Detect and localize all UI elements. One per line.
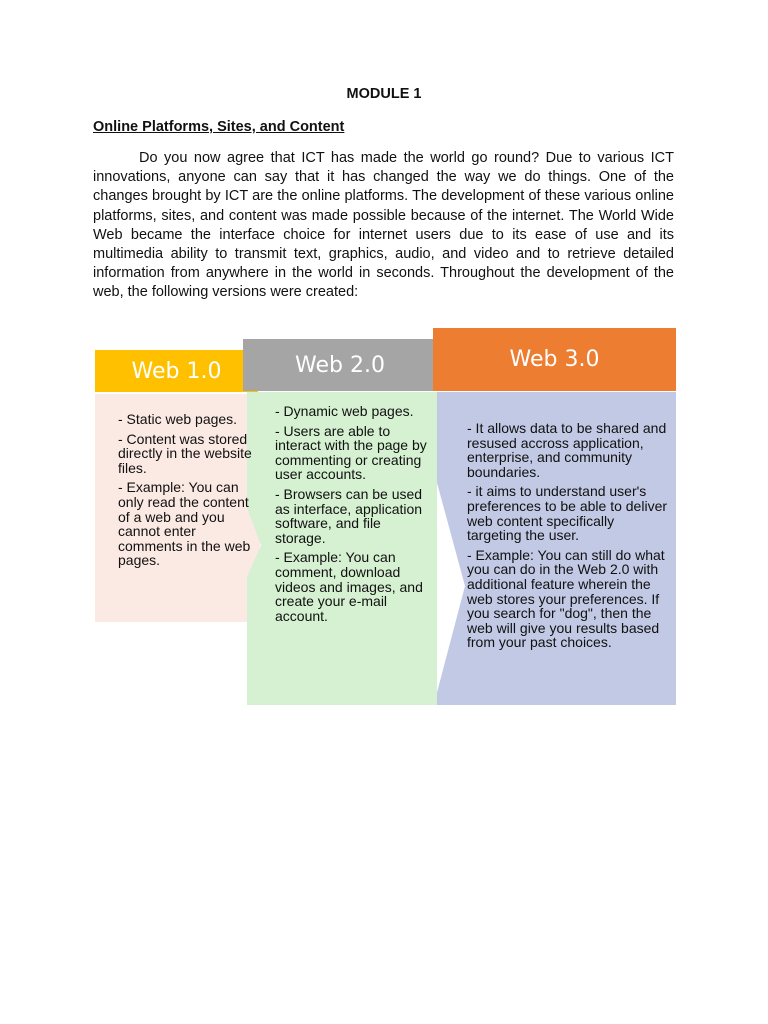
web3-feature-item: - Example: You can still do what you can do in the Web 2.0 with additional feature wherein the web stores your preferences. If you search for "dog", then the web will give you results based from your past choices.	[467, 546, 665, 651]
section-heading: Online Platforms, Sites, and Content	[93, 119, 345, 135]
web2-feature-item: - Browsers can be used as interface, application software, and file storage.	[275, 485, 423, 546]
web2-feature-item: - Example: You can comment, download videos and images, and create your e-mail account.	[275, 549, 423, 624]
web1-title: Web 1.0	[131, 358, 222, 384]
web3-feature-item: - It allows data to be shared and resused accross application, enterprise, and community boundaries.	[467, 420, 667, 480]
web1-feature-list	[118, 412, 258, 573]
web3-feature-item: - it aims to understand user's preferences to be able to deliver web content specifically targeting the user.	[467, 483, 668, 544]
web2-header	[243, 339, 437, 391]
web3-feature-list	[467, 421, 672, 655]
web3-title: Web 3.0	[509, 347, 600, 372]
web2-feature-item: - Dynamic web pages.	[275, 403, 414, 419]
web2-feature-list	[275, 404, 430, 628]
web1-feature-item: - Content was stored directly in the website files.	[118, 430, 252, 476]
web1-feature-item: - Static web pages.	[118, 411, 238, 427]
web2-title: Web 2.0	[295, 352, 385, 378]
module-title: MODULE 1	[346, 86, 422, 102]
web1-feature-item: - Example: You can only read the content of a web and you cannot enter comments in the web pages.	[118, 479, 251, 569]
intro-paragraph: Do you now agree that ICT has made the world go round? Due to various ICT innovations, anyone can say that it has changed the way we do things. One of the changes brought by ICT are the online platforms. The development of these various online platforms, sites, and content was made possible because of the internet. The World Wide Web became the interface choice for internet users due to its ease of use and its multimedia ability to transmit text, graphics, audio, and video and to retrieve detailed information from anywhere in the world in seconds. Throughout the development of the web, the following versions were created:	[93, 150, 674, 301]
web2-feature-item: - Users are able to interact with the page by commenting or creating user accounts.	[275, 422, 427, 483]
web1-header	[95, 350, 258, 392]
web3-header	[433, 328, 676, 391]
